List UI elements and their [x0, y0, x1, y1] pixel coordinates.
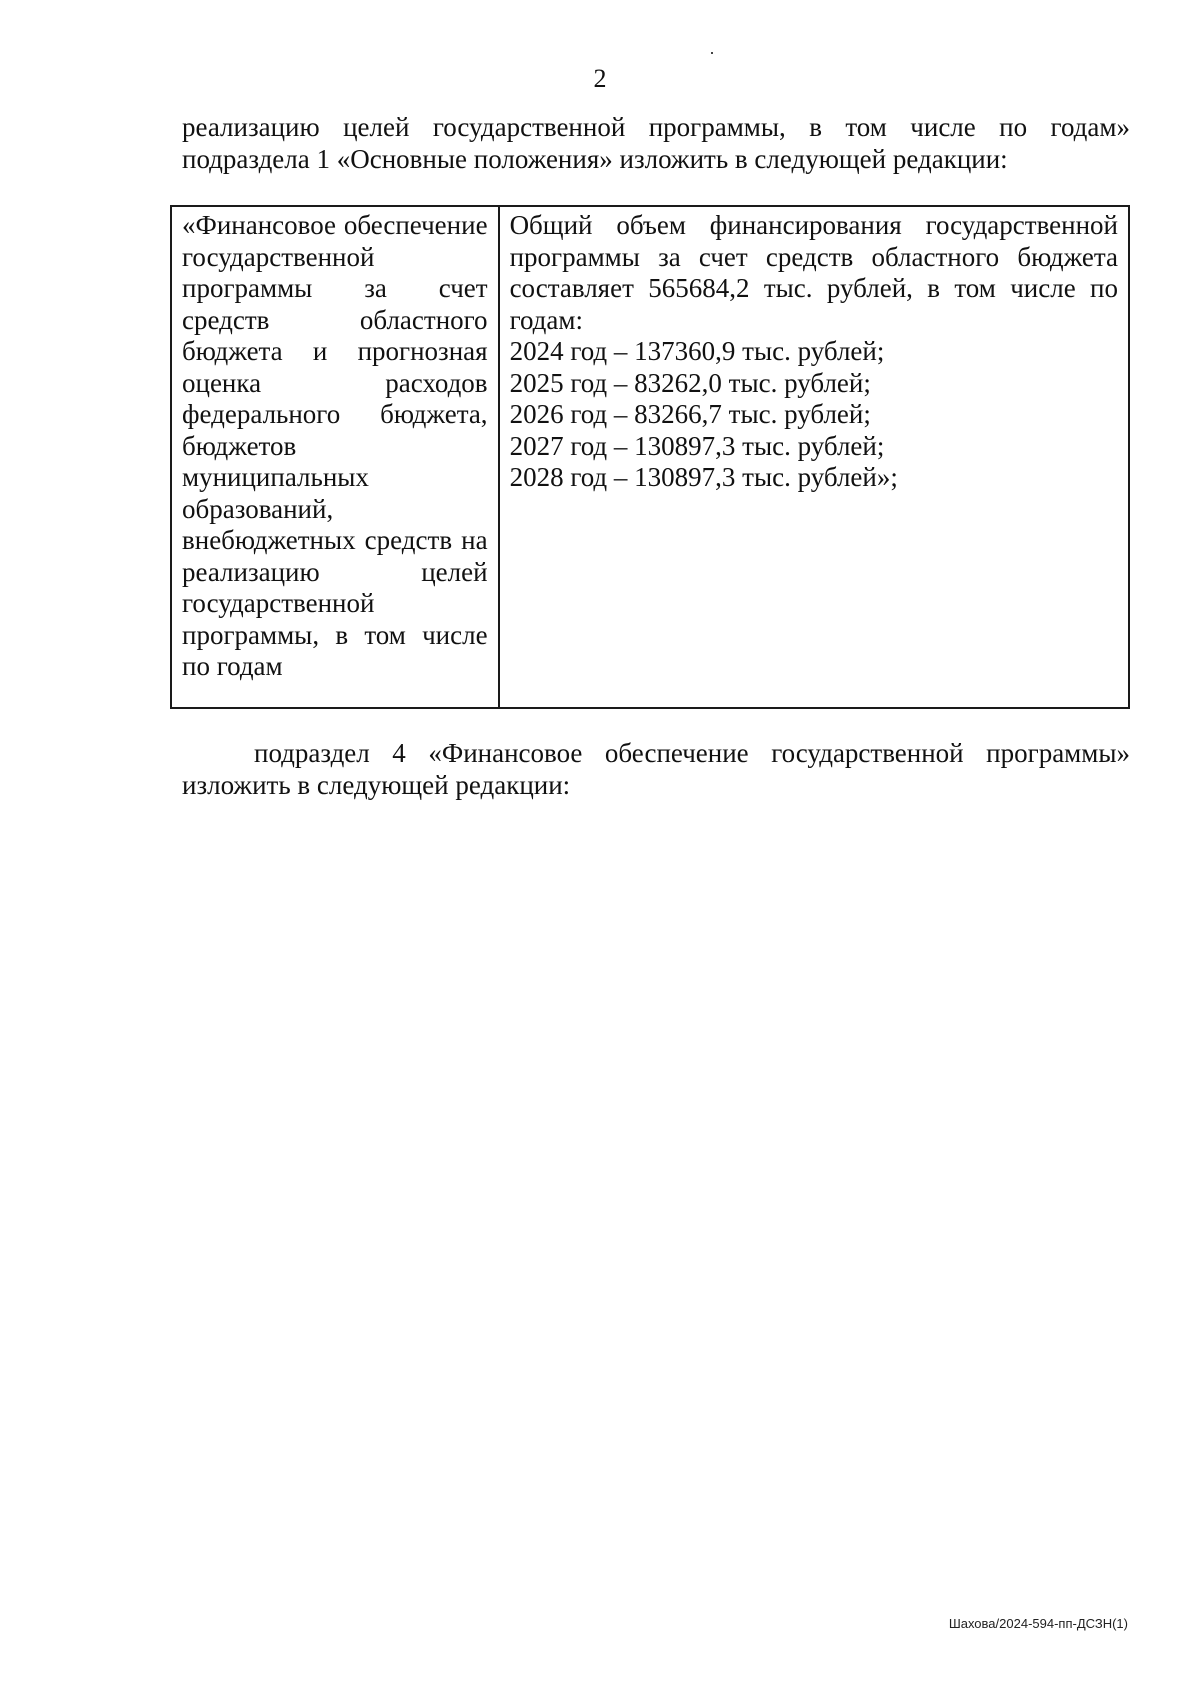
document-code: Шахова/2024-594-пп-ДСЗН(1): [948, 1616, 1128, 1631]
closing-paragraph: подраздел 4 «Финансовое обеспечение государственной программы» изложить в следующей редакции:: [182, 738, 1130, 800]
intro-paragraph: реализацию целей государственной программы, в том числе по годам» подраздела 1 «Основные положения» изложить в следующей редакции:: [182, 112, 1130, 174]
financing-summary: Общий объем финансирования государственной программы за счет средств областного бюджета составляет 565684,2 тыс. рублей, в том числе по годам:: [509, 210, 1118, 335]
financing-table: [170, 205, 1130, 709]
table-row: [171, 206, 1129, 708]
scan-speck: [711, 52, 713, 54]
page-number: 2: [593, 64, 607, 93]
financing-label-cell: «Финансовое обеспечение государственной программы за счет средств областного бюджета и прогнозная оценка расходов федерального бюджета, бюджетов муниципальных образований, внебюджетных средств на реализацию целей государственной программы, в том числе по годам: [171, 206, 499, 708]
year-line-2028: 2028 год – 130897,3 тыс. рублей»;: [509, 462, 898, 492]
financing-values-cell: [499, 206, 1129, 708]
year-line-2027: 2027 год – 130897,3 тыс. рублей;: [509, 430, 885, 461]
year-line-2024: 2024 год – 137360,9 тыс. рублей;: [509, 336, 885, 366]
year-line-2026: 2026 год – 83266,7 тыс. рублей;: [509, 399, 871, 429]
year-line-2025: 2025 год – 83262,0 тыс. рублей;: [509, 367, 871, 398]
